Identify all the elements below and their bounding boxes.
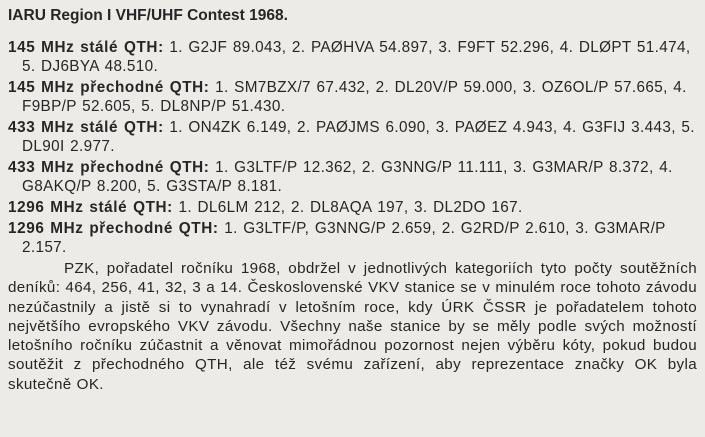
result-text: 1. G3LTF/P 12.362, 2. G3NNG/P 11.111, 3. G3MAR/P 8.372, 4. G8AKQ/P 8.200, 5. G3STA/P 8.181. bbox=[22, 159, 673, 195]
body-paragraph bbox=[8, 259, 697, 394]
result-text: 1. G3LTF/P, G3NNG/P 2.659, 2. G2RD/P 2.610, 3. G3MAR/P 2.157. bbox=[22, 220, 666, 256]
category-label: 1296 MHz přechodné QTH: bbox=[8, 220, 219, 237]
category-label: 145 MHz stálé QTH: bbox=[8, 39, 164, 56]
category-label: 433 MHz přechodné QTH: bbox=[8, 159, 210, 176]
result-text: 1. DL6LM 212, 2. DL8AQA 197, 3. DL2DO 167. bbox=[172, 199, 523, 216]
result-text: 1. ON4ZK 6.149, 2. PAØJMS 6.090, 3. PAØEZ 4.943, 4. G3FIJ 3.443, 5. DL90I 2.977. bbox=[22, 119, 695, 155]
result-433-portable bbox=[8, 158, 697, 196]
category-label: 433 MHz stálé QTH: bbox=[8, 119, 164, 136]
result-1296-portable bbox=[8, 219, 697, 257]
result-433-fixed bbox=[8, 118, 697, 156]
category-label: 145 MHz přechodné QTH: bbox=[8, 79, 210, 96]
result-text: 1. G2JF 89.043, 2. PAØHVA 54.897, 3. F9FT 52.296, 4. DLØPT 51.474, 5. DJ6BYA 48.510. bbox=[22, 39, 691, 75]
result-1296-fixed bbox=[8, 198, 697, 217]
result-145-portable bbox=[8, 78, 697, 116]
result-text: 1. SM7BZX/7 67.432, 2. DL20V/P 59.000, 3. OZ6OL/P 57.665, 4. F9BP/P 52.605, 5. DL8NP/P 51.430. bbox=[22, 79, 687, 115]
category-label: 1296 MHz stálé QTH: bbox=[8, 199, 173, 216]
result-145-fixed bbox=[8, 38, 697, 76]
paragraph-text: PZK, pořadatel ročníku 1968, obdržel v jednotlivých kategoriích tyto počty soutěžních deníků: 464, 256, 41, 32, 3 a 14. Československé VKV stanice se v minulém roce tohoto závodu nezúčastnily a jistě si to vynahradí v letošním roce, kdy ÚRK ČSSR je pořadatelem tohoto největšího evropského VKV závodu. Všechny naše stanice by se měly podle svých možností letošního ročníku zúčastnit a věnovat mimořádnou pozornost nejen výběru kóty, pokud budou soutěžit z přechodného QTH, ale též svému zařízení, aby reprezentace značky OK byla skutečně OK. bbox=[8, 260, 697, 393]
document-title: IARU Region I VHF/UHF Contest 1968. bbox=[8, 7, 288, 24]
